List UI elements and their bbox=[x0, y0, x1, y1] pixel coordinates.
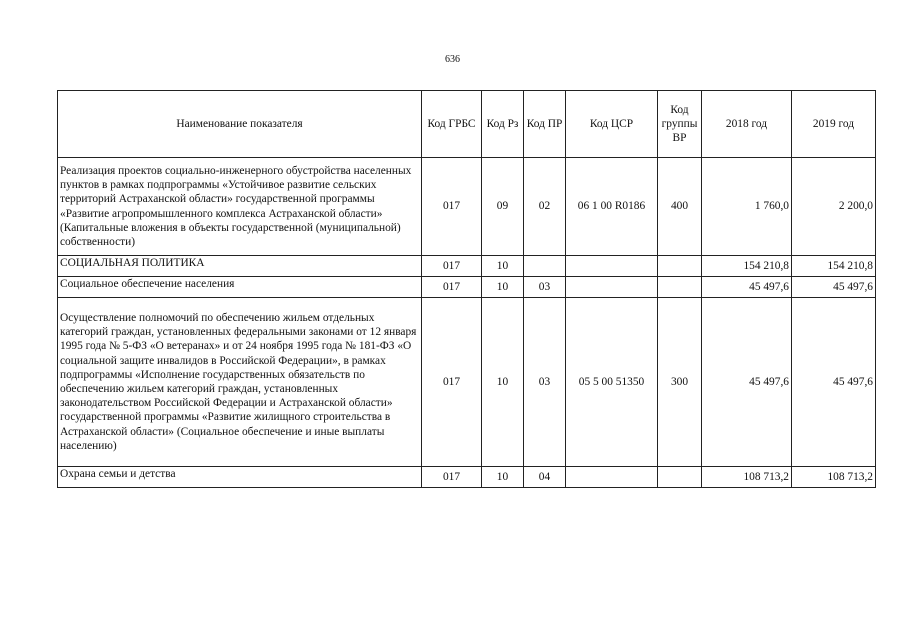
row-vr bbox=[658, 467, 702, 488]
row-pr: 04 bbox=[524, 467, 566, 488]
row-grbs: 017 bbox=[422, 298, 482, 467]
header-csr: Код ЦСР bbox=[566, 91, 658, 158]
header-name: Наименование показателя bbox=[58, 91, 422, 158]
header-grbs: Код ГРБС bbox=[422, 91, 482, 158]
header-pr: Код ПР bbox=[524, 91, 566, 158]
row-grbs: 017 bbox=[422, 158, 482, 256]
row-2019: 154 210,8 bbox=[792, 256, 876, 277]
row-2018: 1 760,0 bbox=[702, 158, 792, 256]
row-csr: 06 1 00 R0186 bbox=[566, 158, 658, 256]
row-pr: 03 bbox=[524, 277, 566, 298]
row-csr: 05 5 00 51350 bbox=[566, 298, 658, 467]
row-name: СОЦИАЛЬНАЯ ПОЛИТИКА bbox=[58, 256, 422, 277]
header-2018: 2018 год bbox=[702, 91, 792, 158]
page-number: 636 bbox=[445, 54, 460, 65]
row-rz: 10 bbox=[482, 467, 524, 488]
row-2018: 45 497,6 bbox=[702, 298, 792, 467]
row-name: Социальное обеспечение населения bbox=[58, 277, 422, 298]
row-csr bbox=[566, 467, 658, 488]
table-row bbox=[58, 158, 876, 256]
row-vr: 400 bbox=[658, 158, 702, 256]
row-csr bbox=[566, 256, 658, 277]
row-2018: 45 497,6 bbox=[702, 277, 792, 298]
row-csr bbox=[566, 277, 658, 298]
row-rz: 09 bbox=[482, 158, 524, 256]
row-grbs: 017 bbox=[422, 467, 482, 488]
row-2018: 108 713,2 bbox=[702, 467, 792, 488]
row-2018: 154 210,8 bbox=[702, 256, 792, 277]
row-vr: 300 bbox=[658, 298, 702, 467]
budget-table bbox=[57, 90, 876, 488]
header-rz: Код Рз bbox=[482, 91, 524, 158]
row-name: Осуществление полномочий по обеспечению жильем отдельных категорий граждан, установленных федеральными законами от 12 января 1995 года № 5-ФЗ «О ветеранах» и от 24 ноября 1995 года № 181-ФЗ «О социальной защите инвалидов в Российской Федерации», в рамках подпрограммы «Исполнение государственных обязательств по обеспечению жильем категорий граждан, установленных законодательством Российской Федерации и Астраханской области» государственной программы «Развитие жилищного строительства в Астраханской области» (Социальное обеспечение и иные выплаты населению) bbox=[58, 298, 422, 467]
header-2019: 2019 год bbox=[792, 91, 876, 158]
header-vr: Код группы ВР bbox=[658, 91, 702, 158]
table-row bbox=[58, 277, 876, 298]
row-2019: 45 497,6 bbox=[792, 277, 876, 298]
row-rz: 10 bbox=[482, 298, 524, 467]
table-header-row bbox=[58, 91, 876, 158]
table-row bbox=[58, 256, 876, 277]
row-pr bbox=[524, 256, 566, 277]
row-vr bbox=[658, 277, 702, 298]
row-pr: 03 bbox=[524, 298, 566, 467]
row-grbs: 017 bbox=[422, 277, 482, 298]
table-row bbox=[58, 298, 876, 467]
row-name: Реализация проектов социально-инженерного обустройства населенных пунктов в рамках подпрограммы «Устойчивое развитие сельских территорий Астраханской области» государственной программы «Развитие агропромышленного комплекса Астраханской области» (Капитальные вложения в объекты государственной (муниципальной) собственности) bbox=[58, 158, 422, 256]
row-2019: 108 713,2 bbox=[792, 467, 876, 488]
row-rz: 10 bbox=[482, 256, 524, 277]
row-name: Охрана семьи и детства bbox=[58, 467, 422, 488]
row-2019: 2 200,0 bbox=[792, 158, 876, 256]
table-row bbox=[58, 467, 876, 488]
row-grbs: 017 bbox=[422, 256, 482, 277]
row-2019: 45 497,6 bbox=[792, 298, 876, 467]
row-pr: 02 bbox=[524, 158, 566, 256]
row-vr bbox=[658, 256, 702, 277]
row-rz: 10 bbox=[482, 277, 524, 298]
